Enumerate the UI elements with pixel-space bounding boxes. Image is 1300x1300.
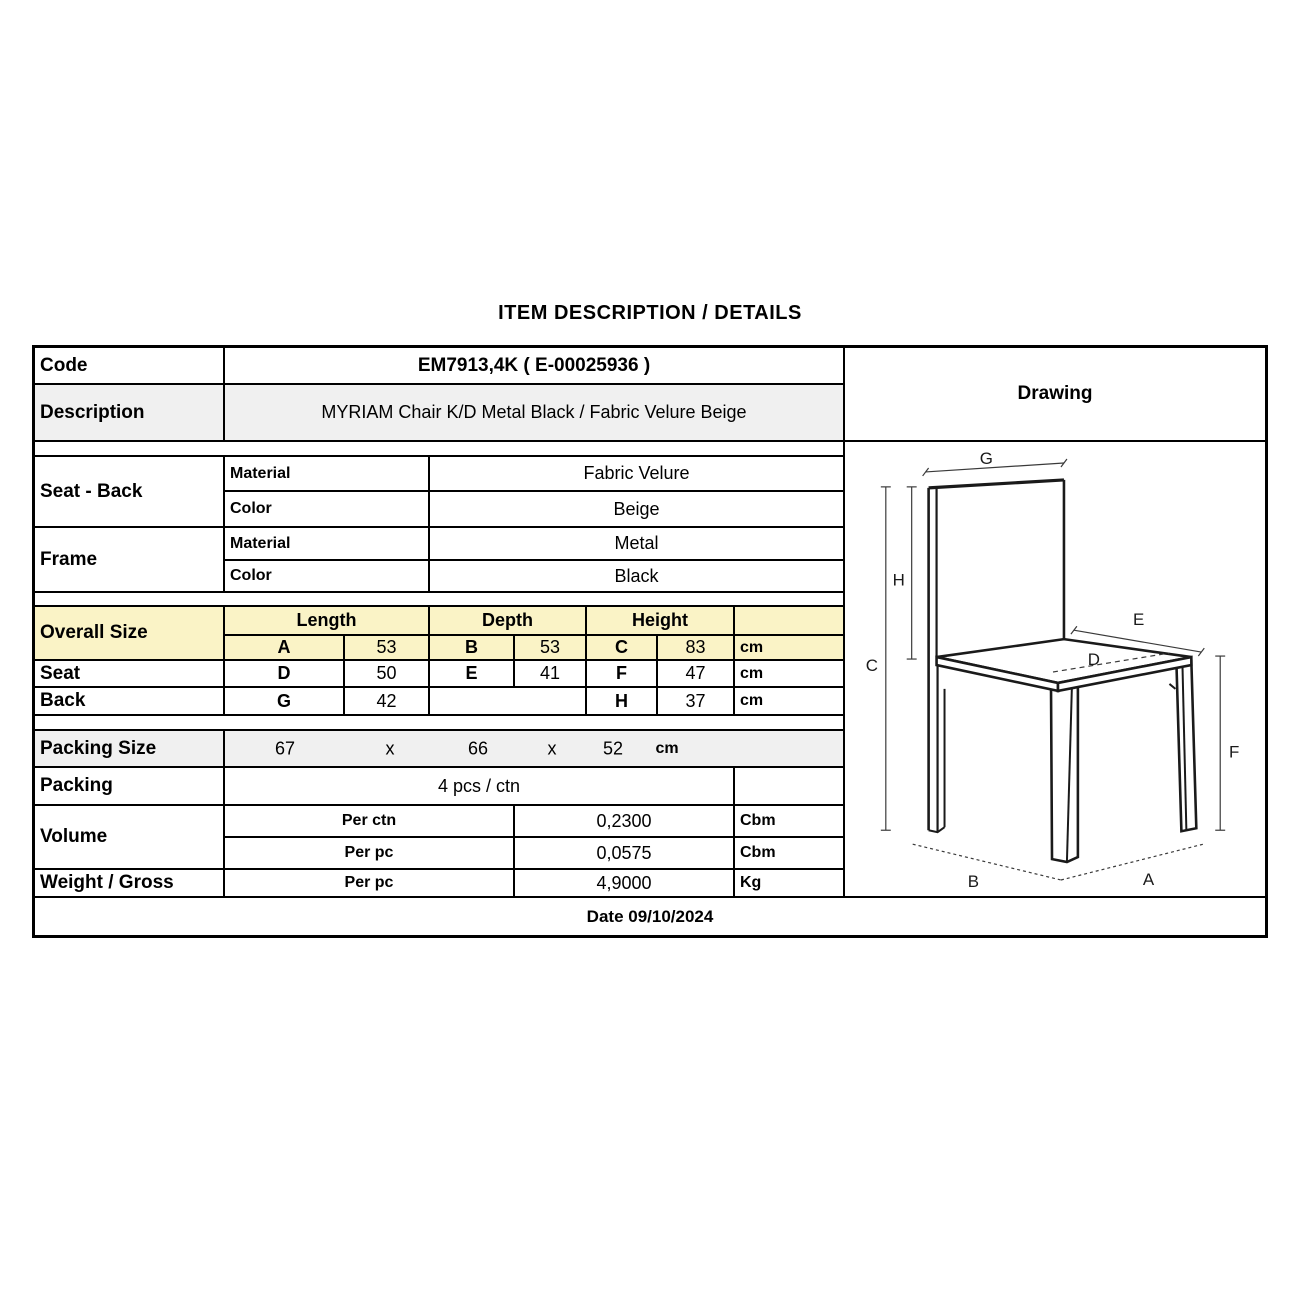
overall-size-label: Overall Size [35, 607, 225, 661]
seat-back-color-label: Color [225, 492, 430, 528]
seat-back-material-value: Fabric Velure [430, 457, 845, 492]
volume-per-pc-label: Per pc [225, 838, 515, 870]
packing-size-x1: x [385, 738, 395, 758]
page-title: ITEM DESCRIPTION / DETAILS [498, 302, 802, 324]
seat-depth-value: 41 [515, 661, 587, 688]
seat-back-material-label: Material [225, 457, 430, 492]
volume-per-ctn-unit: Cbm [735, 806, 845, 838]
volume-per-pc-unit: Cbm [735, 838, 845, 870]
description-label: Description [35, 385, 225, 442]
packing-unit-empty-cell [735, 768, 845, 806]
overall-height-value: 83 [658, 636, 735, 661]
packing-size-dim3: 52 [602, 738, 624, 758]
back-length-value: 42 [345, 688, 430, 716]
packing-value: 4 pcs / ctn [225, 768, 735, 806]
volume-per-ctn-value: 0,2300 [515, 806, 735, 838]
chair-right-leg [1169, 661, 1196, 831]
weight-unit: Kg [735, 870, 845, 898]
separator-row [35, 442, 845, 457]
packing-size-unit: cm [655, 739, 679, 757]
weight-per-label: Per pc [225, 870, 515, 898]
dim-label-d: D [1087, 650, 1100, 670]
frame-material-value: Metal [430, 528, 845, 561]
back-height-value: 37 [658, 688, 735, 716]
chair-front-leg [1051, 685, 1078, 862]
dim-line-a [1061, 844, 1203, 880]
code-label: Code [35, 348, 225, 385]
separator-row [35, 716, 845, 731]
back-height-key: H [587, 688, 658, 716]
drawing-canvas [845, 442, 1265, 898]
drawing-header: Drawing [845, 348, 1265, 442]
dim-label-b: B [967, 871, 980, 891]
chair-drawing [846, 442, 1264, 896]
frame-label: Frame [35, 528, 225, 593]
packing-size-dim2: 66 [467, 738, 489, 758]
back-label: Back [35, 688, 225, 716]
frame-material-label: Material [225, 528, 430, 561]
seat-label: Seat [35, 661, 225, 688]
seat-length-key: D [225, 661, 345, 688]
overall-depth-value: 53 [515, 636, 587, 661]
size-header-height: Height [587, 607, 735, 636]
weight-gross-label: Weight / Gross [35, 870, 225, 898]
volume-label: Volume [35, 806, 225, 870]
dim-line-g [926, 463, 1064, 472]
seat-depth-key: E [430, 661, 515, 688]
packing-size-x2: x [547, 738, 557, 758]
code-value: EM7913,4K ( E-00025936 ) [225, 348, 845, 385]
date-row: Date 09/10/2024 [35, 898, 1265, 935]
seat-back-color-value: Beige [430, 492, 845, 528]
dim-label-h: H [892, 570, 905, 590]
back-unit: cm [735, 688, 845, 716]
spec-table [32, 345, 1268, 938]
seat-height-key: F [587, 661, 658, 688]
size-header-depth: Depth [430, 607, 587, 636]
dim-line-b [913, 844, 1061, 880]
overall-depth-key: B [430, 636, 515, 661]
separator-row [35, 593, 845, 607]
dim-label-f: F [1228, 742, 1240, 762]
overall-length-key: A [225, 636, 345, 661]
frame-color-label: Color [225, 561, 430, 593]
packing-size-label: Packing Size [35, 731, 225, 768]
overall-unit: cm [735, 636, 845, 661]
packing-size-dim1: 67 [274, 738, 296, 758]
volume-per-pc-value: 0,0575 [515, 838, 735, 870]
packing-label: Packing [35, 768, 225, 806]
seat-back-label: Seat - Back [35, 457, 225, 528]
packing-size-values [225, 731, 843, 766]
size-header-unit-cell [735, 607, 845, 636]
size-header-length: Length [225, 607, 430, 636]
dim-label-g: G [979, 448, 993, 468]
back-length-key: G [225, 688, 345, 716]
frame-color-value: Black [430, 561, 845, 593]
dim-label-a: A [1142, 869, 1155, 889]
overall-height-key: C [587, 636, 658, 661]
overall-length-value: 53 [345, 636, 430, 661]
back-depth-empty-cell [430, 688, 587, 716]
packing-size-value-cell [225, 731, 845, 768]
seat-height-value: 47 [658, 661, 735, 688]
volume-per-ctn-label: Per ctn [225, 806, 515, 838]
chair-seat [937, 639, 1192, 691]
dim-label-e: E [1132, 610, 1145, 630]
seat-length-value: 50 [345, 661, 430, 688]
seat-unit: cm [735, 661, 845, 688]
weight-value: 4,9000 [515, 870, 735, 898]
dim-label-c: C [865, 655, 878, 675]
description-value: MYRIAM Chair K/D Metal Black / Fabric Velure Beige [225, 385, 845, 442]
